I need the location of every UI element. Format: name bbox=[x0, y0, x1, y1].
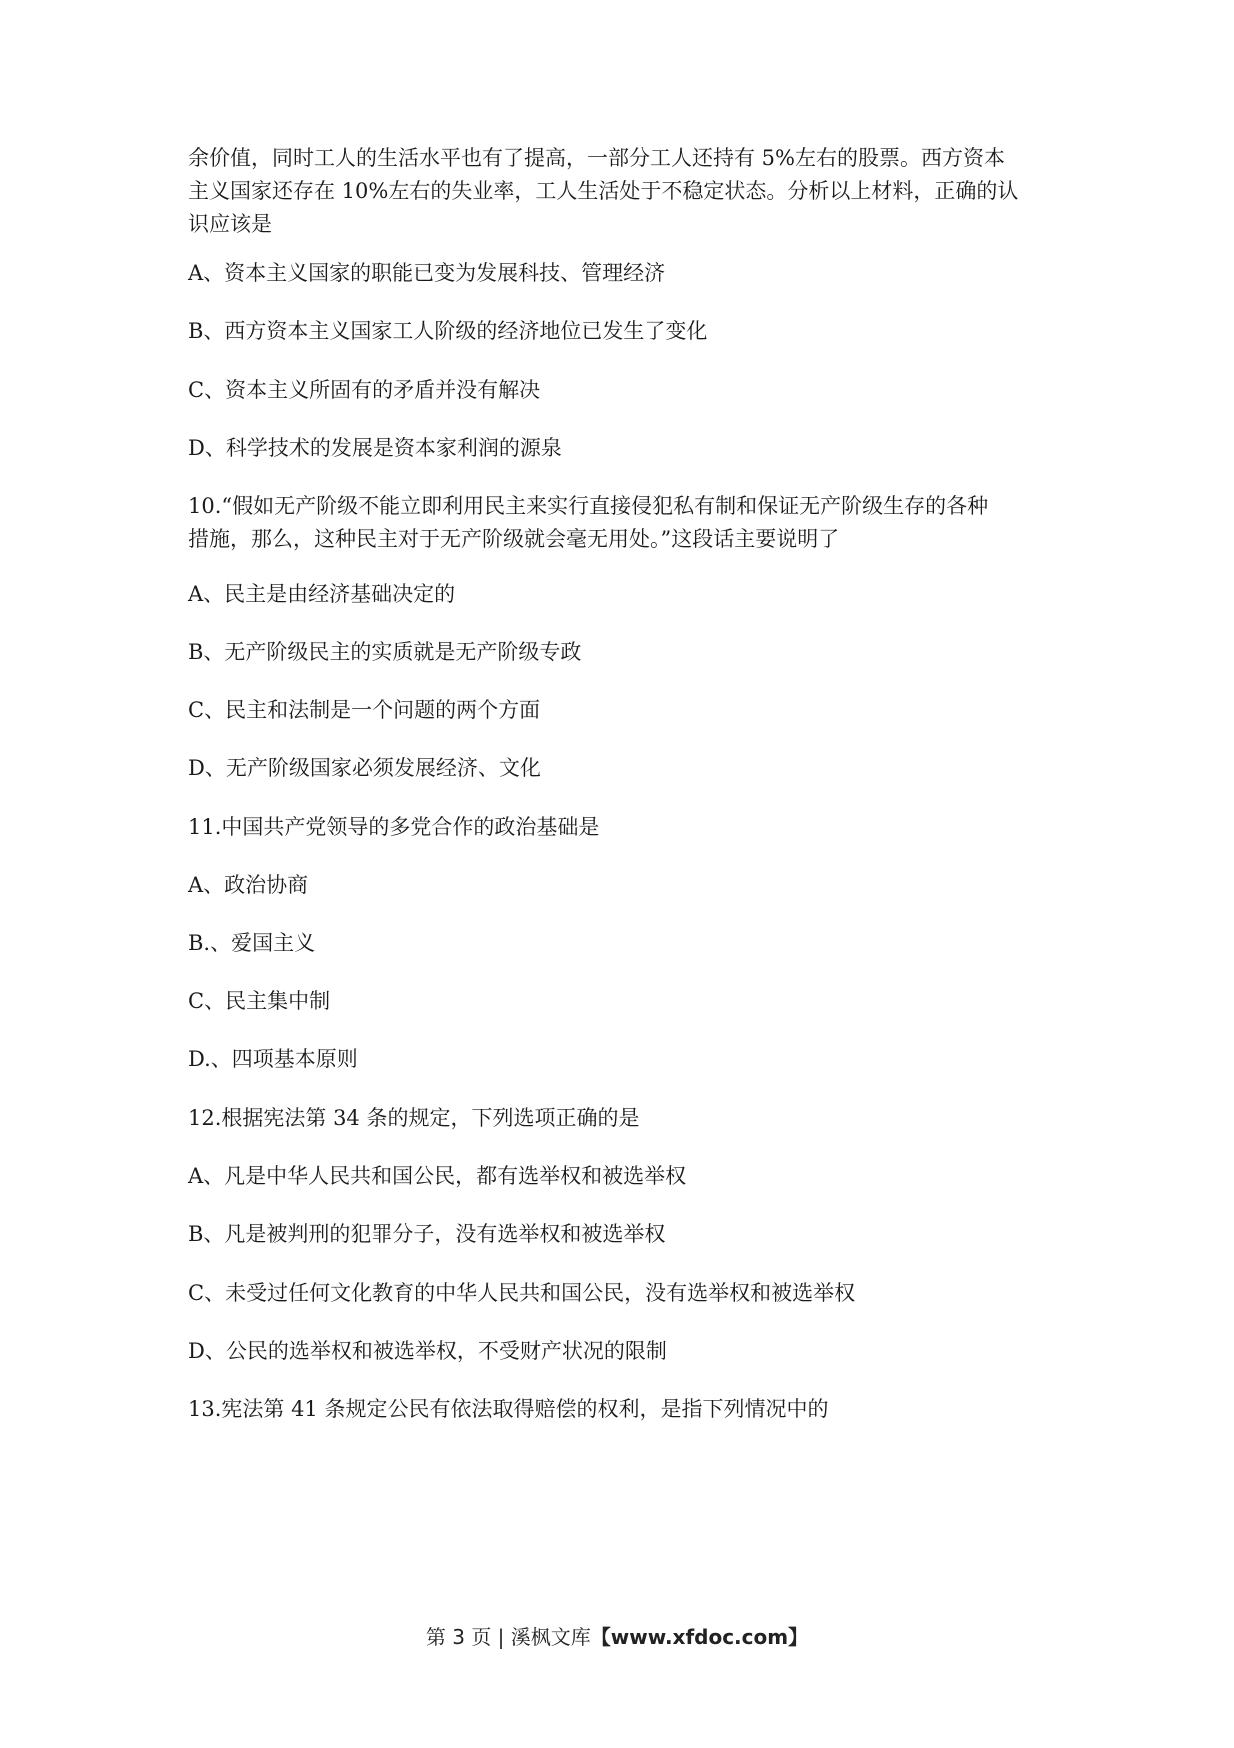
q12-option-c: C、未受过任何文化教育的中华人民共和国公民，没有选举权和被选举权 bbox=[188, 1281, 856, 1305]
q10-option-b: B、无产阶级民主的实质就是无产阶级专政 bbox=[188, 640, 582, 664]
q13-stem: 13.宪法第 41 条规定公民有依法取得赔偿的权利，是指下列情况中的 bbox=[188, 1397, 829, 1421]
q10-option-a: A、民主是由经济基础决定的 bbox=[188, 582, 456, 606]
q11-option-d: D.、四项基本原则 bbox=[188, 1047, 358, 1071]
q10-stem: 10.“假如无产阶级不能立即利用民主来实行直接侵犯私有制和保证无产阶级生存的各种 措施，那么，这种民主对于无产阶级就会毫无用处。”这段话主要说明了 bbox=[188, 494, 989, 551]
q11-stem: 11.中国共产党领导的多党合作的政治基础是 bbox=[188, 815, 600, 839]
q9-option-b: B、西方资本主义国家工人阶级的经济地位已发生了变化 bbox=[188, 319, 708, 343]
q11-option-b: B.、爱国主义 bbox=[188, 931, 316, 955]
page-footer bbox=[0, 1623, 1234, 1651]
q10-option-c: C、民主和法制是一个问题的两个方面 bbox=[188, 698, 541, 722]
q12-stem: 12.根据宪法第 34 条的规定，下列选项正确的是 bbox=[188, 1106, 640, 1130]
q9-option-a: A、资本主义国家的职能已变为发展科技、管理经济 bbox=[188, 261, 666, 285]
q11-option-a: A、政治协商 bbox=[188, 873, 309, 897]
q9-option-c: C、资本主义所固有的矛盾并没有解决 bbox=[188, 378, 541, 402]
site-link[interactable]: 【www.xfdoc.com】 bbox=[590, 1625, 809, 1649]
q9-option-d: D、科学技术的发展是资本家利润的源泉 bbox=[188, 436, 562, 460]
page-number-label: 第 3 页 | 溪枫文库 bbox=[425, 1625, 591, 1649]
q9-stem: 余价值，同时工人的生活水平也有了提高，一部分工人还持有 5%左右的股票。西方资本 主义国家还存在 10%左右的失业率，工人生活处于不稳定状态。分析以上材料，正确的认 识应该是 bbox=[188, 146, 1019, 236]
q12-option-b: B、凡是被判刑的犯罪分子，没有选举权和被选举权 bbox=[188, 1222, 666, 1246]
q12-option-d: D、公民的选举权和被选举权，不受财产状况的限制 bbox=[188, 1339, 667, 1363]
q10-option-d: D、无产阶级国家必须发展经济、文化 bbox=[188, 756, 541, 780]
q12-option-a: A、凡是中华人民共和国公民，都有选举权和被选举权 bbox=[188, 1164, 687, 1188]
q11-option-c: C、民主集中制 bbox=[188, 989, 331, 1013]
